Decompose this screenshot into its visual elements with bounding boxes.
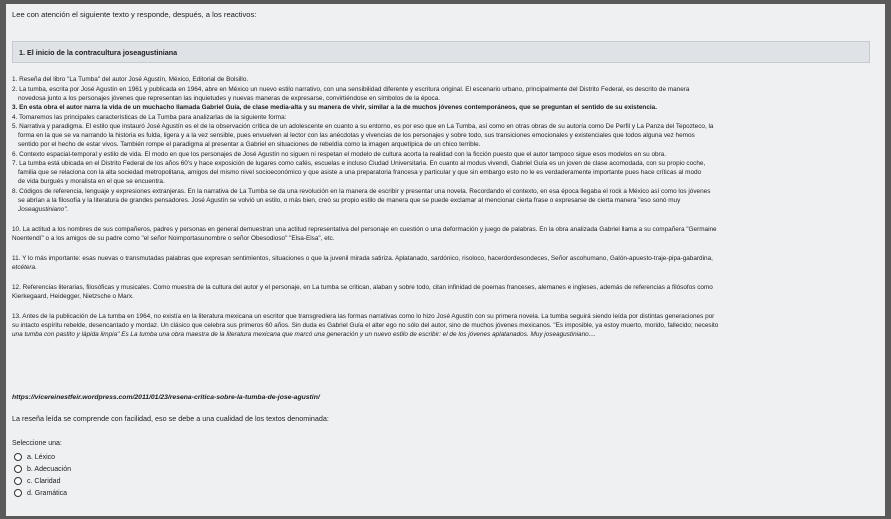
paragraph-line: su intacto espíritu rebelde, desencantado y mordaz. Un clásico que celebra sus primeros 60 años. Sin duda es Gabriel Guía el alter ego no sólo del autor, sino de muchos jóvenes mexicanos. "Es imposible, ya estoy muerto, morido, fallecido; necesito (12, 322, 719, 329)
paragraph-line: novedosa junto a los personajes jóvenes que representan las inquietudes y nuevas maneras de expresarse, convirtiéndose en símbolos de la época. (18, 95, 441, 102)
paragraph-line: 5. Narrativa y paradigma. El estilo que instauró José Agustín es el de la observación crítica de un adolescente en cuanto a su entorno, es por eso que en La Tumba, así como en otras obras de su autoría como De Perfil y La Panza del Tepozteco, la (12, 123, 714, 130)
section-header (12, 41, 870, 63)
paragraph-line: Joseagustiniano". (18, 206, 69, 213)
paragraph-line: sentido por el hecho de estar vivos. También rompe el paradigma al presentar a Gabriel en situaciones de rebeldía como la imagen arquetípica de un chico terrible. (18, 141, 481, 148)
option-label: c. Claridad (27, 477, 61, 485)
paragraph-line: forma en la que se va narrando la historia es fulda, ligera y a la vez sensible, pues envuelven al lector con las anécdotas y vivencias de los personajes y sobre todo, sus transiciones emocionales y existenciales que todos alguna vez hemos (18, 132, 695, 139)
paragraph-line: 6. Contexto espacial-temporal y estilo de vida. El modo en que los personajes de José Agustín no siguen ni respetan el modelo de cultura acorta la realidad con la ficción puesto que el autor tampoco sigue esos modelos en su obra. (12, 151, 667, 158)
option-a[interactable] (14, 453, 55, 461)
radio-button[interactable] (14, 453, 22, 461)
select-label: Seleccione una: (12, 440, 62, 447)
radio-button[interactable] (14, 489, 22, 497)
paragraph-line: 12. Referencias literarias, filosóficas y musicales. Como muestra de la cultura del autor y el personaje, en La tumba se critican, alaban y sobre todo, citan infinidad de poemas franceses, alemanes e ingleses, además de referencias a filósofos como (12, 284, 713, 291)
section-title: 1. El inicio de la contracultura joseagustiniana (19, 48, 178, 57)
paragraph-line: familia que se relaciona con la alta sociedad metropolitana, amigos del mismo nivel socioeconómico y que asiste a una preparatoria francesa y particular y que sin embargo esto no le es verdaderamente importante pues hace críticas al modo (18, 169, 702, 176)
paragraph-line: de vida burgués y moralista en el que se encuentra. (18, 178, 165, 185)
option-label: b. Adecuación (27, 465, 71, 473)
paragraph-line: 8. Códigos de referencia, lenguaje y expresiones extranjeras. En la narrativa de La Tumba se da una revolución en la manera de escribir y presentar una novela. Recordando el contexto, en esa época llegaba el rock a México así como los jóvenes (12, 188, 711, 195)
paragraph-line: 10. La actitud a los nombres de sus compañeros, padres y personas en general demuestran una actitud representativa del personaje en cuestión o una deformación y juego de palabras. En la obra analizada Gabriel llama a su compañera "Germaine (12, 226, 717, 233)
paragraph-line: 2. La tumba, escrita por José Agustín en 1961 y publicada en 1964, abre en México un nuevo estilo narrativo, con una sensibilidad diferente y escritura original. El escenario urbano, principalmente del Distrito Federal, es descrito de manera (12, 86, 690, 93)
source-link[interactable]: https://vicereinestfeir.wordpress.com/2011/01/23/resena-critica-sobre-la-tumba-de-jose-agustin/ (12, 394, 320, 401)
instructions-text: Lee con atención el siguiente texto y responde, después, a los reactivos: (12, 10, 257, 19)
paragraph-line: Noentendí" o a los amigos de su padre como "el señor Noimportasunombre o señor Obesodioso" "Elsa-Elsa", etc. (12, 235, 335, 242)
paragraph-line: 7. La tumba está ubicada en el Distrito Federal de los años 60's y hace exposición de lugares como cafés, escuelas e incluso Ciudad Universitaria. En cuanto al modus vivendi, Gabriel Guía es un joven de clase acomodada, con su propio coche, (12, 160, 706, 167)
paragraph-line: 4. Tomaremos las principales características de La Tumba para analizarlas de la siguiente forma: (12, 114, 287, 121)
paragraph-line: 11. Y lo más importante: esas nuevas o transmutadas palabras que expresan sentimientos, situaciones o que la juvenil mirada satiriza. Aplatanado, sardónico, risoloco, hacerdordesondeces, Señor ascohumano, Galón-apuesto-traje-pipa-gabardina, (12, 255, 713, 262)
question-panel (6, 4, 885, 516)
paragraph-line: se abrían a la filosofía y la literatura de grandes pensadores. José Agustín se volvió un estilo, o más bien, creó su propio estilo de manera que se puede exclamar al mencionar cierta frase o expresarse de cierta manera "eso sonó muy (18, 197, 681, 204)
option-label: d. Gramática (27, 489, 68, 497)
option-c[interactable] (14, 477, 60, 485)
paragraph-line: 3. En esta obra el autor narra la vida de un muchacho llamada Gabriel Guía, de clase media-alta y su manera de vivir, similar a la de muchos jóvenes contemporáneos, que se preguntan el sentido de su existencia. (12, 104, 657, 111)
paragraph-line: 13. Antes de la publicación de La tumba en 1964, no existía en la literatura mexicana un escritor que transgrediera las formas narrativas como lo hizo José Agustín con su primera novela. La tumba seguirá siendo leída por distintas generaciones por (12, 313, 715, 320)
paragraph-line: 1. Reseña del libro "La Tumba" del autor José Agustín, México, Editorial de Bolsillo. (12, 76, 249, 83)
paragraph-line: Kierkegaard, Heidegger, Nietzsche o Marx. (12, 293, 134, 300)
option-b[interactable] (14, 465, 71, 473)
question-stem: La reseña leída se comprende con facilidad, eso se debe a una cualidad de los textos denominada: (12, 414, 329, 423)
radio-button[interactable] (14, 477, 22, 485)
radio-button[interactable] (14, 465, 22, 473)
paragraph-line: etcétera. (12, 264, 37, 271)
option-d[interactable] (14, 489, 67, 497)
option-label: a. Léxico (27, 453, 56, 461)
paragraph-line: una tumba con pastito y lápida limpia" Es La tumba una obra maestra de la literatura mexicana que marcó una generación y un nuevo estilo de escribir: el de los jóvenes aplatanados. Muy joseagustiniano.... (12, 331, 596, 338)
